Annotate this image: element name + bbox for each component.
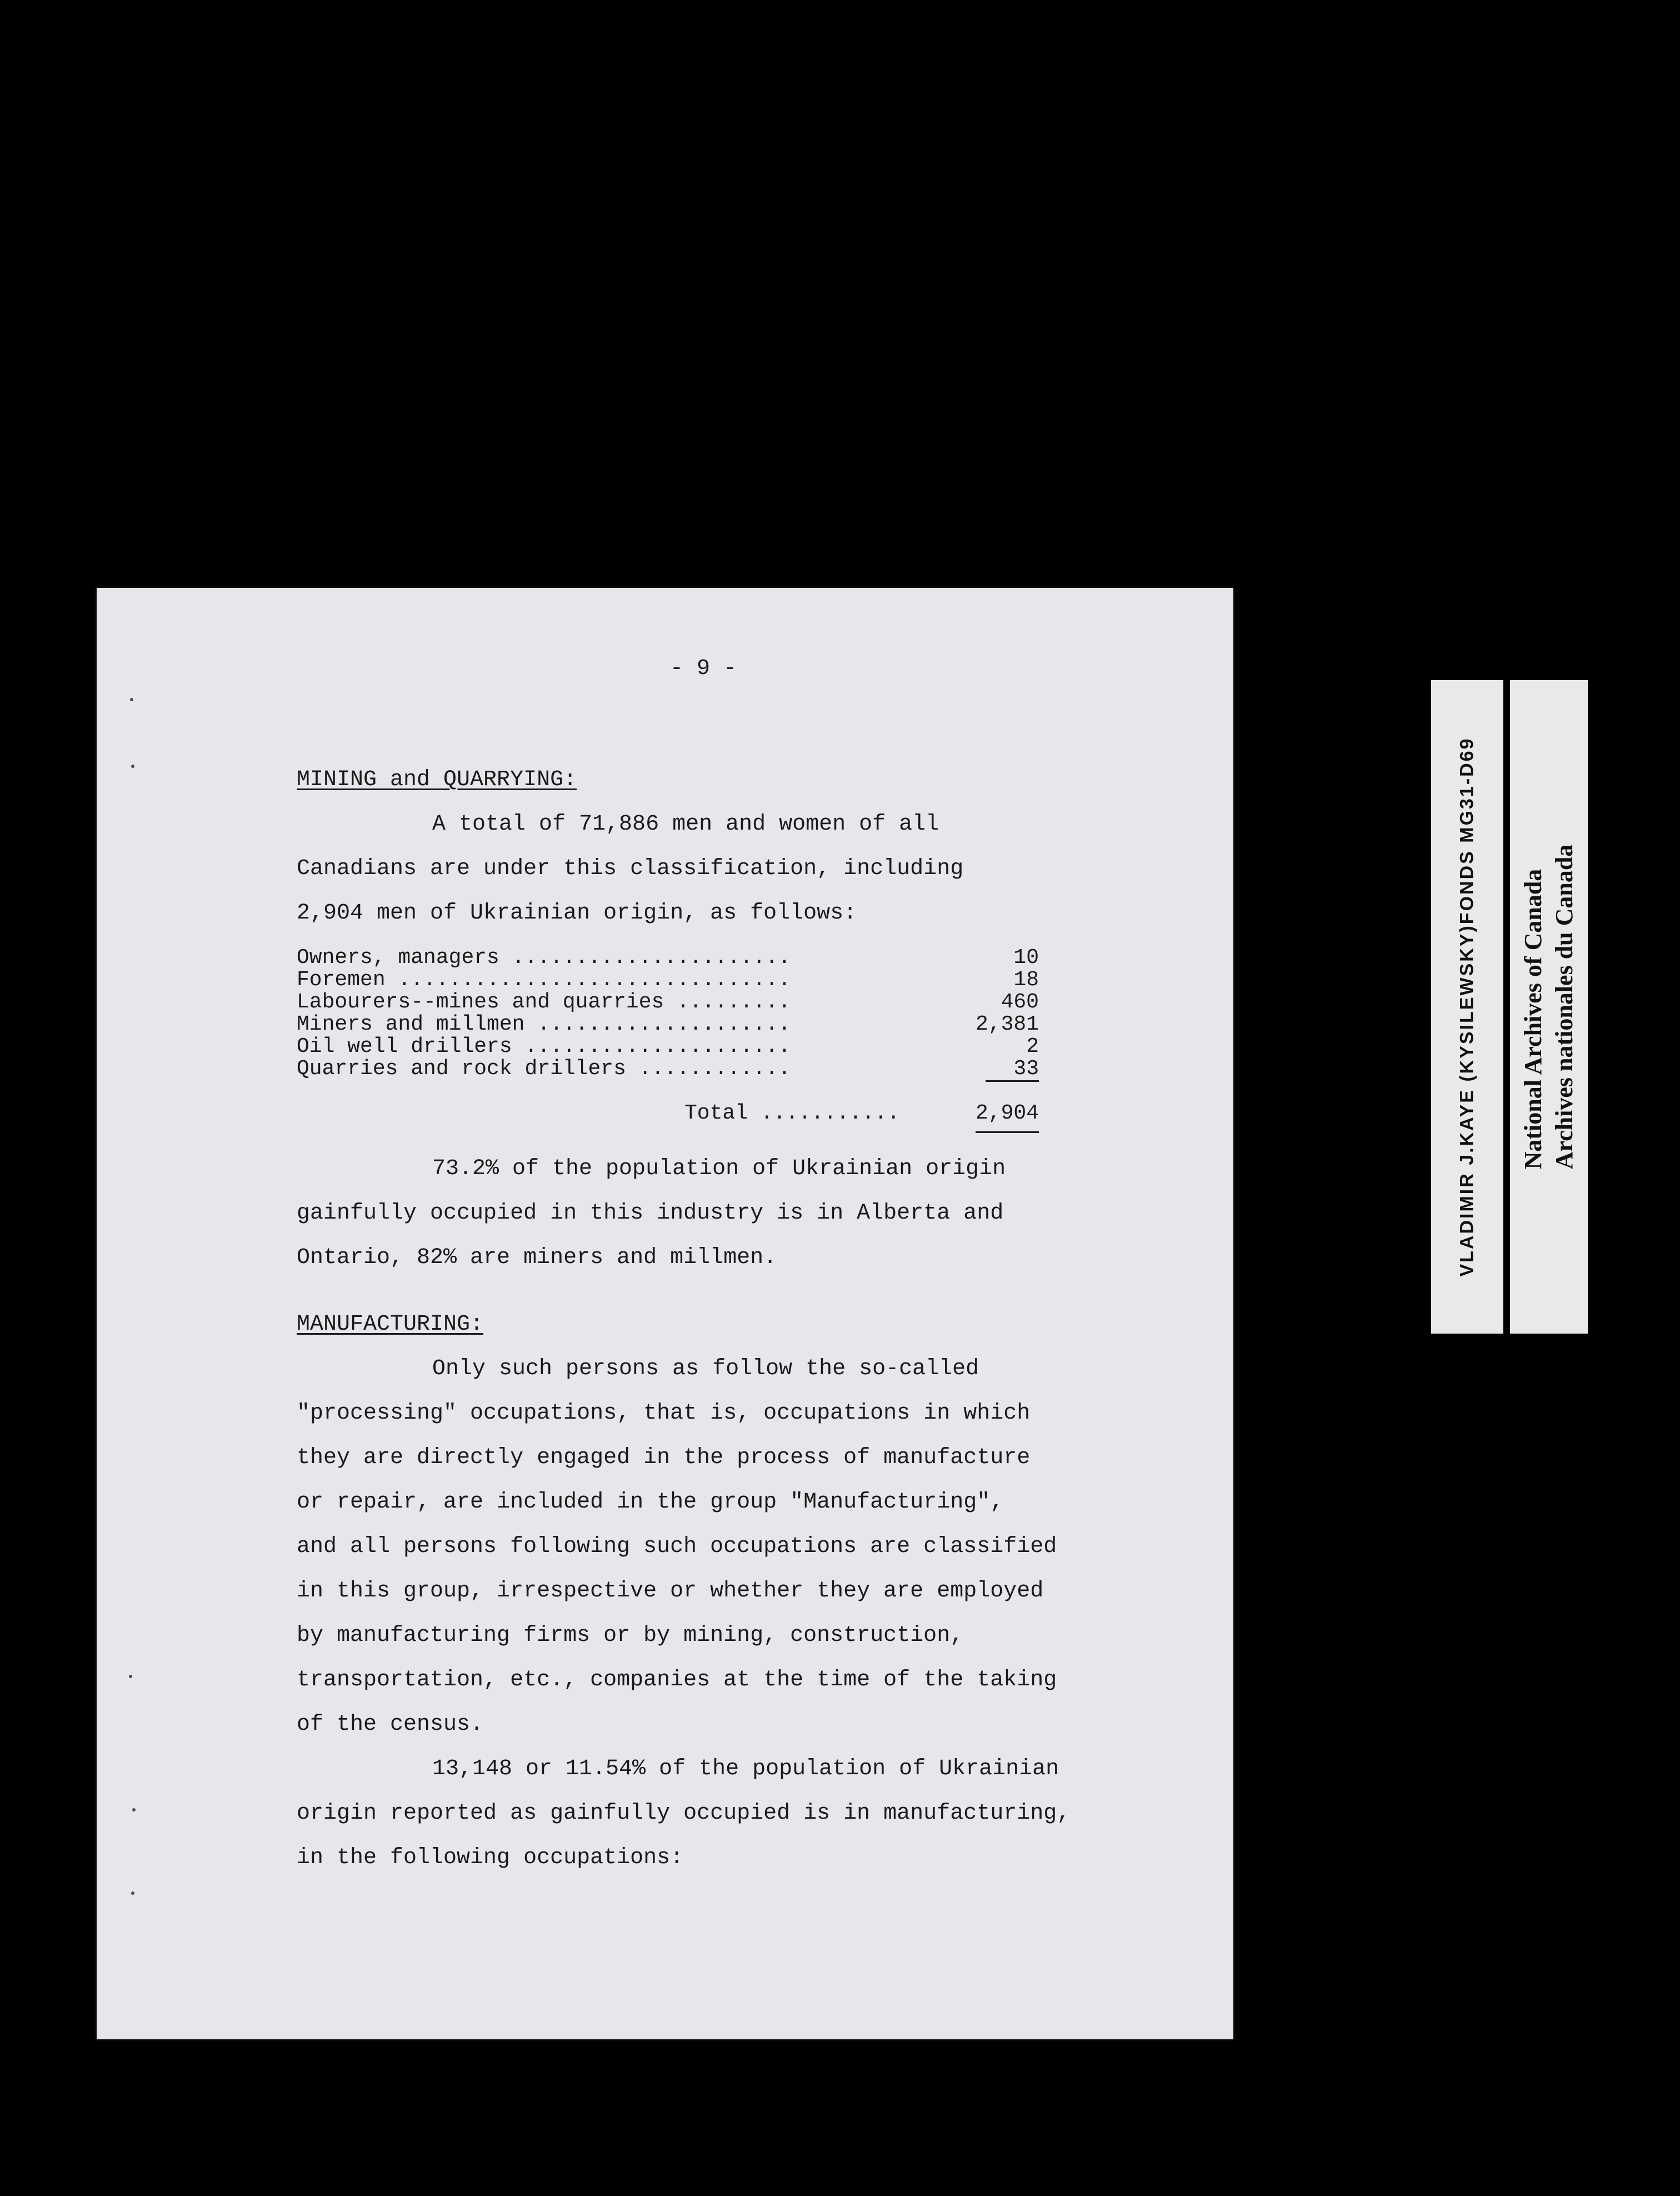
scan-speck — [130, 698, 133, 701]
table-row-label: Labourers--mines and quarries ......... — [297, 990, 791, 1014]
manufacturing-para1-line-1: Only such persons as follow the so-called — [432, 1356, 979, 1381]
fonds-label: VLADIMIR J.KAYE (KYSILEWSKY)FONDS MG31-D69 — [1456, 737, 1478, 1277]
table-total-label: Total ........... — [684, 1101, 900, 1125]
table-row-value: 2,381 — [975, 1012, 1039, 1036]
mining-intro-line-2: Canadians are under this classification, including — [297, 856, 964, 881]
table-row — [297, 1014, 1039, 1036]
manufacturing-para2-line-3: in the following occupations: — [297, 1845, 684, 1870]
mining-intro-line-1: A total of 71,886 men and women of all — [432, 812, 939, 837]
archives-label — [1518, 845, 1580, 1170]
table-row — [297, 1058, 1039, 1080]
manufacturing-para1-line-8: transportation, etc., companies at the time of the taking — [297, 1668, 1057, 1693]
scan-speck — [131, 1891, 134, 1895]
archives-label-card — [1510, 680, 1588, 1334]
table-row-value: 33 — [986, 1058, 1039, 1082]
manufacturing-para1-line-5: and all persons following such occupations are classified — [297, 1534, 1057, 1559]
manufacturing-para2-line-2: origin reported as gainfully occupied is in manufacturing, — [297, 1801, 1071, 1826]
table-row-value: 18 — [1013, 968, 1039, 992]
table-row-value: 2 — [1026, 1035, 1039, 1059]
table-row-label: Quarries and rock drillers ............ — [297, 1057, 791, 1081]
table-total-row — [297, 1102, 1039, 1125]
manufacturing-para1-line-6: in this group, irrespective or whether they are employed — [297, 1579, 1044, 1604]
mining-summary-line-3: Ontario, 82% are miners and millmen. — [297, 1245, 777, 1270]
manufacturing-para1-line-4: or repair, are included in the group "Manufacturing", — [297, 1490, 1004, 1515]
document-page — [97, 588, 1233, 2039]
scan-speck — [129, 1675, 132, 1678]
table-row-value: 460 — [1001, 990, 1039, 1014]
manufacturing-para1-line-7: by manufacturing firms or by mining, construction, — [297, 1623, 964, 1648]
mining-summary-line-2: gainfully occupied in this industry is in Alberta and — [297, 1201, 1004, 1226]
archives-label-en: National Archives of Canada — [1519, 869, 1547, 1170]
scan-speck — [131, 765, 134, 768]
table-row — [297, 947, 1039, 969]
scan-speck — [132, 1808, 136, 1811]
table-row-label: Owners, managers ...................... — [297, 946, 791, 970]
table-row — [297, 969, 1039, 991]
manufacturing-para1-line-9: of the census. — [297, 1712, 484, 1737]
mining-intro-line-3: 2,904 men of Ukrainian origin, as follows: — [297, 901, 857, 926]
table-row — [297, 991, 1039, 1014]
table-total-value: 2,904 — [976, 1102, 1039, 1133]
manufacturing-para1-line-3: they are directly engaged in the process of manufacture — [297, 1445, 1031, 1470]
manufacturing-para2-line-1: 13,148 or 11.54% of the population of Ukrainian — [432, 1756, 1059, 1781]
page-number: - 9 - — [670, 656, 737, 681]
manufacturing-heading: MANUFACTURING: — [297, 1312, 484, 1337]
table-row-label: Oil well drillers ..................... — [297, 1035, 791, 1059]
table-row-label: Foremen ............................... — [297, 968, 791, 992]
table-row-label: Miners and millmen .................... — [297, 1012, 791, 1036]
fonds-label-card — [1431, 680, 1503, 1334]
mining-summary-line-1: 73.2% of the population of Ukrainian origin — [432, 1156, 1006, 1181]
archives-label-fr: Archives nationales du Canada — [1551, 844, 1578, 1170]
mining-heading: MINING and QUARRYING: — [297, 767, 577, 792]
manufacturing-para1-line-2: "processing" occupations, that is, occupations in which — [297, 1401, 1031, 1426]
table-row-value: 10 — [1013, 946, 1039, 970]
table-row — [297, 1036, 1039, 1058]
